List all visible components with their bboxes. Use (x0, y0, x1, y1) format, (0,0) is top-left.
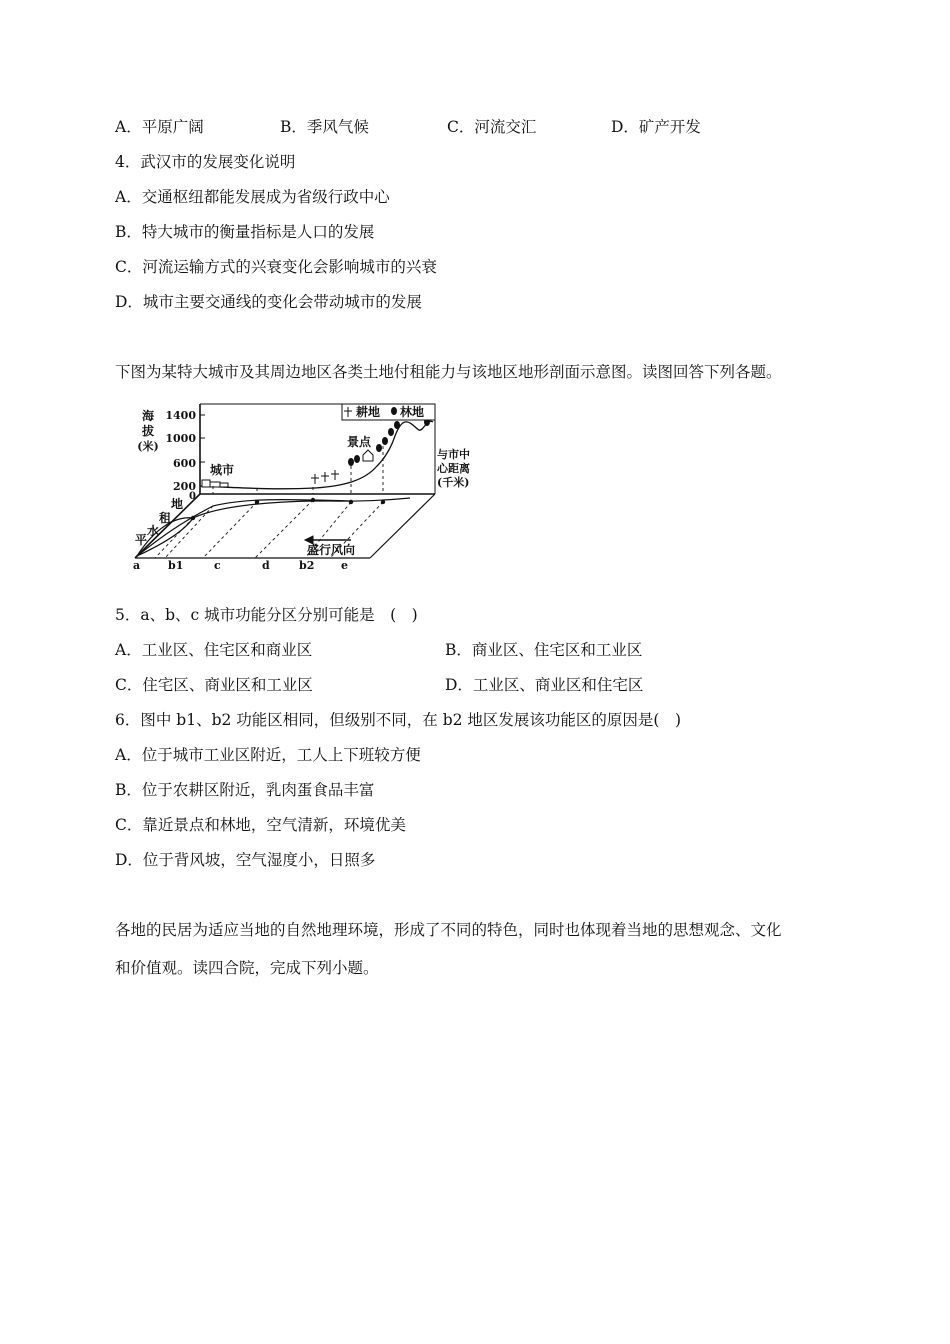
rent-label-4: 平 (135, 533, 148, 547)
q5-stem: 5．a、b、c 城市功能分区分别可能是 ( ) (115, 606, 418, 624)
q6-option-d: D．位于背风坡，空气湿度小，日照多 (115, 851, 376, 869)
rent-label-2: 租 (159, 511, 172, 525)
q4-option-c: C．河流运输方式的兴衰变化会影响城市的兴衰 (115, 258, 437, 276)
q5-option-a: A．工业区、住宅区和商业区 (115, 641, 313, 659)
y-tick-1400: 1400 (165, 409, 196, 422)
figure-intro: 下图为某特大城市及其周边地区各类土地付租能力与该地区地形剖面示意图。读图回答下列各题。 (115, 363, 782, 381)
q6-stem: 6．图中 b1、b2 功能区相同，但级别不同，在 b2 地区发展该功能区的原因是( ) (115, 711, 682, 729)
y-tick-0: 0 (189, 491, 196, 502)
q4-option-d: D．城市主要交通线的变化会带动城市的发展 (115, 293, 422, 311)
q3-option-c: C．河流交汇 (447, 118, 537, 136)
scenic-label: 景点 (347, 435, 372, 449)
zone-label-b1: b1 (168, 559, 184, 572)
zone-label-c: c (214, 559, 221, 572)
next-intro-line-2: 和价值观。读四合院，完成下列小题。 (115, 959, 379, 977)
x-axis-label-3: (千米) (437, 476, 470, 489)
q3-option-a: A．平原广阔 (115, 118, 204, 136)
city-label: 城市 (210, 463, 235, 477)
terrain-rent-figure (115, 398, 485, 573)
q6-option-a: A．位于城市工业区附近，工人上下班较方便 (115, 746, 421, 764)
legend (342, 404, 435, 420)
q5-option-d: D．工业区、商业区和住宅区 (445, 676, 644, 694)
q5-option-c: C．住宅区、商业区和工业区 (115, 676, 313, 694)
q6-option-c: C．靠近景点和林地，空气清新，环境优美 (115, 816, 406, 834)
terrain-profile (200, 421, 433, 489)
zone-label-e: e (341, 559, 348, 572)
x-axis-label-2: 心距离 (437, 462, 470, 475)
y-tick-1000: 1000 (165, 432, 196, 445)
q5-option-b: B．商业区、住宅区和工业区 (445, 641, 643, 659)
city-buildings (202, 480, 228, 487)
legend-forest: 林地 (400, 405, 425, 419)
y-axis-label-3: (米) (137, 440, 159, 453)
legend-farmland: 耕地 (356, 405, 381, 419)
rent-label-3: 水 (147, 524, 160, 538)
q3-option-b: B．季风气候 (280, 118, 369, 136)
farmland-marks (311, 470, 339, 484)
wind-label: 盛行风向 (307, 543, 356, 557)
q3-option-d: D．矿产开发 (611, 118, 701, 136)
zone-label-a: a (133, 559, 141, 572)
next-intro-line-1: 各地的民居为适应当地的自然地理环境，形成了不同的特色，同时也体现着当地的思想观念、文化 (115, 921, 782, 939)
q4-stem: 4．武汉市的发展变化说明 (115, 153, 296, 171)
y-axis-label-2: 拔 (141, 424, 155, 438)
y-tick-600: 600 (173, 457, 196, 470)
q4-option-a: A．交通枢纽都能发展成为省级行政中心 (115, 188, 390, 206)
rent-label-1: 地 (171, 497, 184, 511)
y-tick-200: 200 (173, 480, 196, 493)
q4-option-b: B．特大城市的衡量指标是人口的发展 (115, 223, 375, 241)
zone-label-d: d (262, 559, 270, 572)
scenic-house-icon (363, 450, 373, 461)
zone-label-b2: b2 (299, 559, 315, 572)
y-axis-label-1: 海 (141, 409, 155, 423)
q6-option-b: B．位于农耕区附近，乳肉蛋食品丰富 (115, 781, 375, 799)
x-axis-label-1: 与市中 (437, 448, 470, 461)
